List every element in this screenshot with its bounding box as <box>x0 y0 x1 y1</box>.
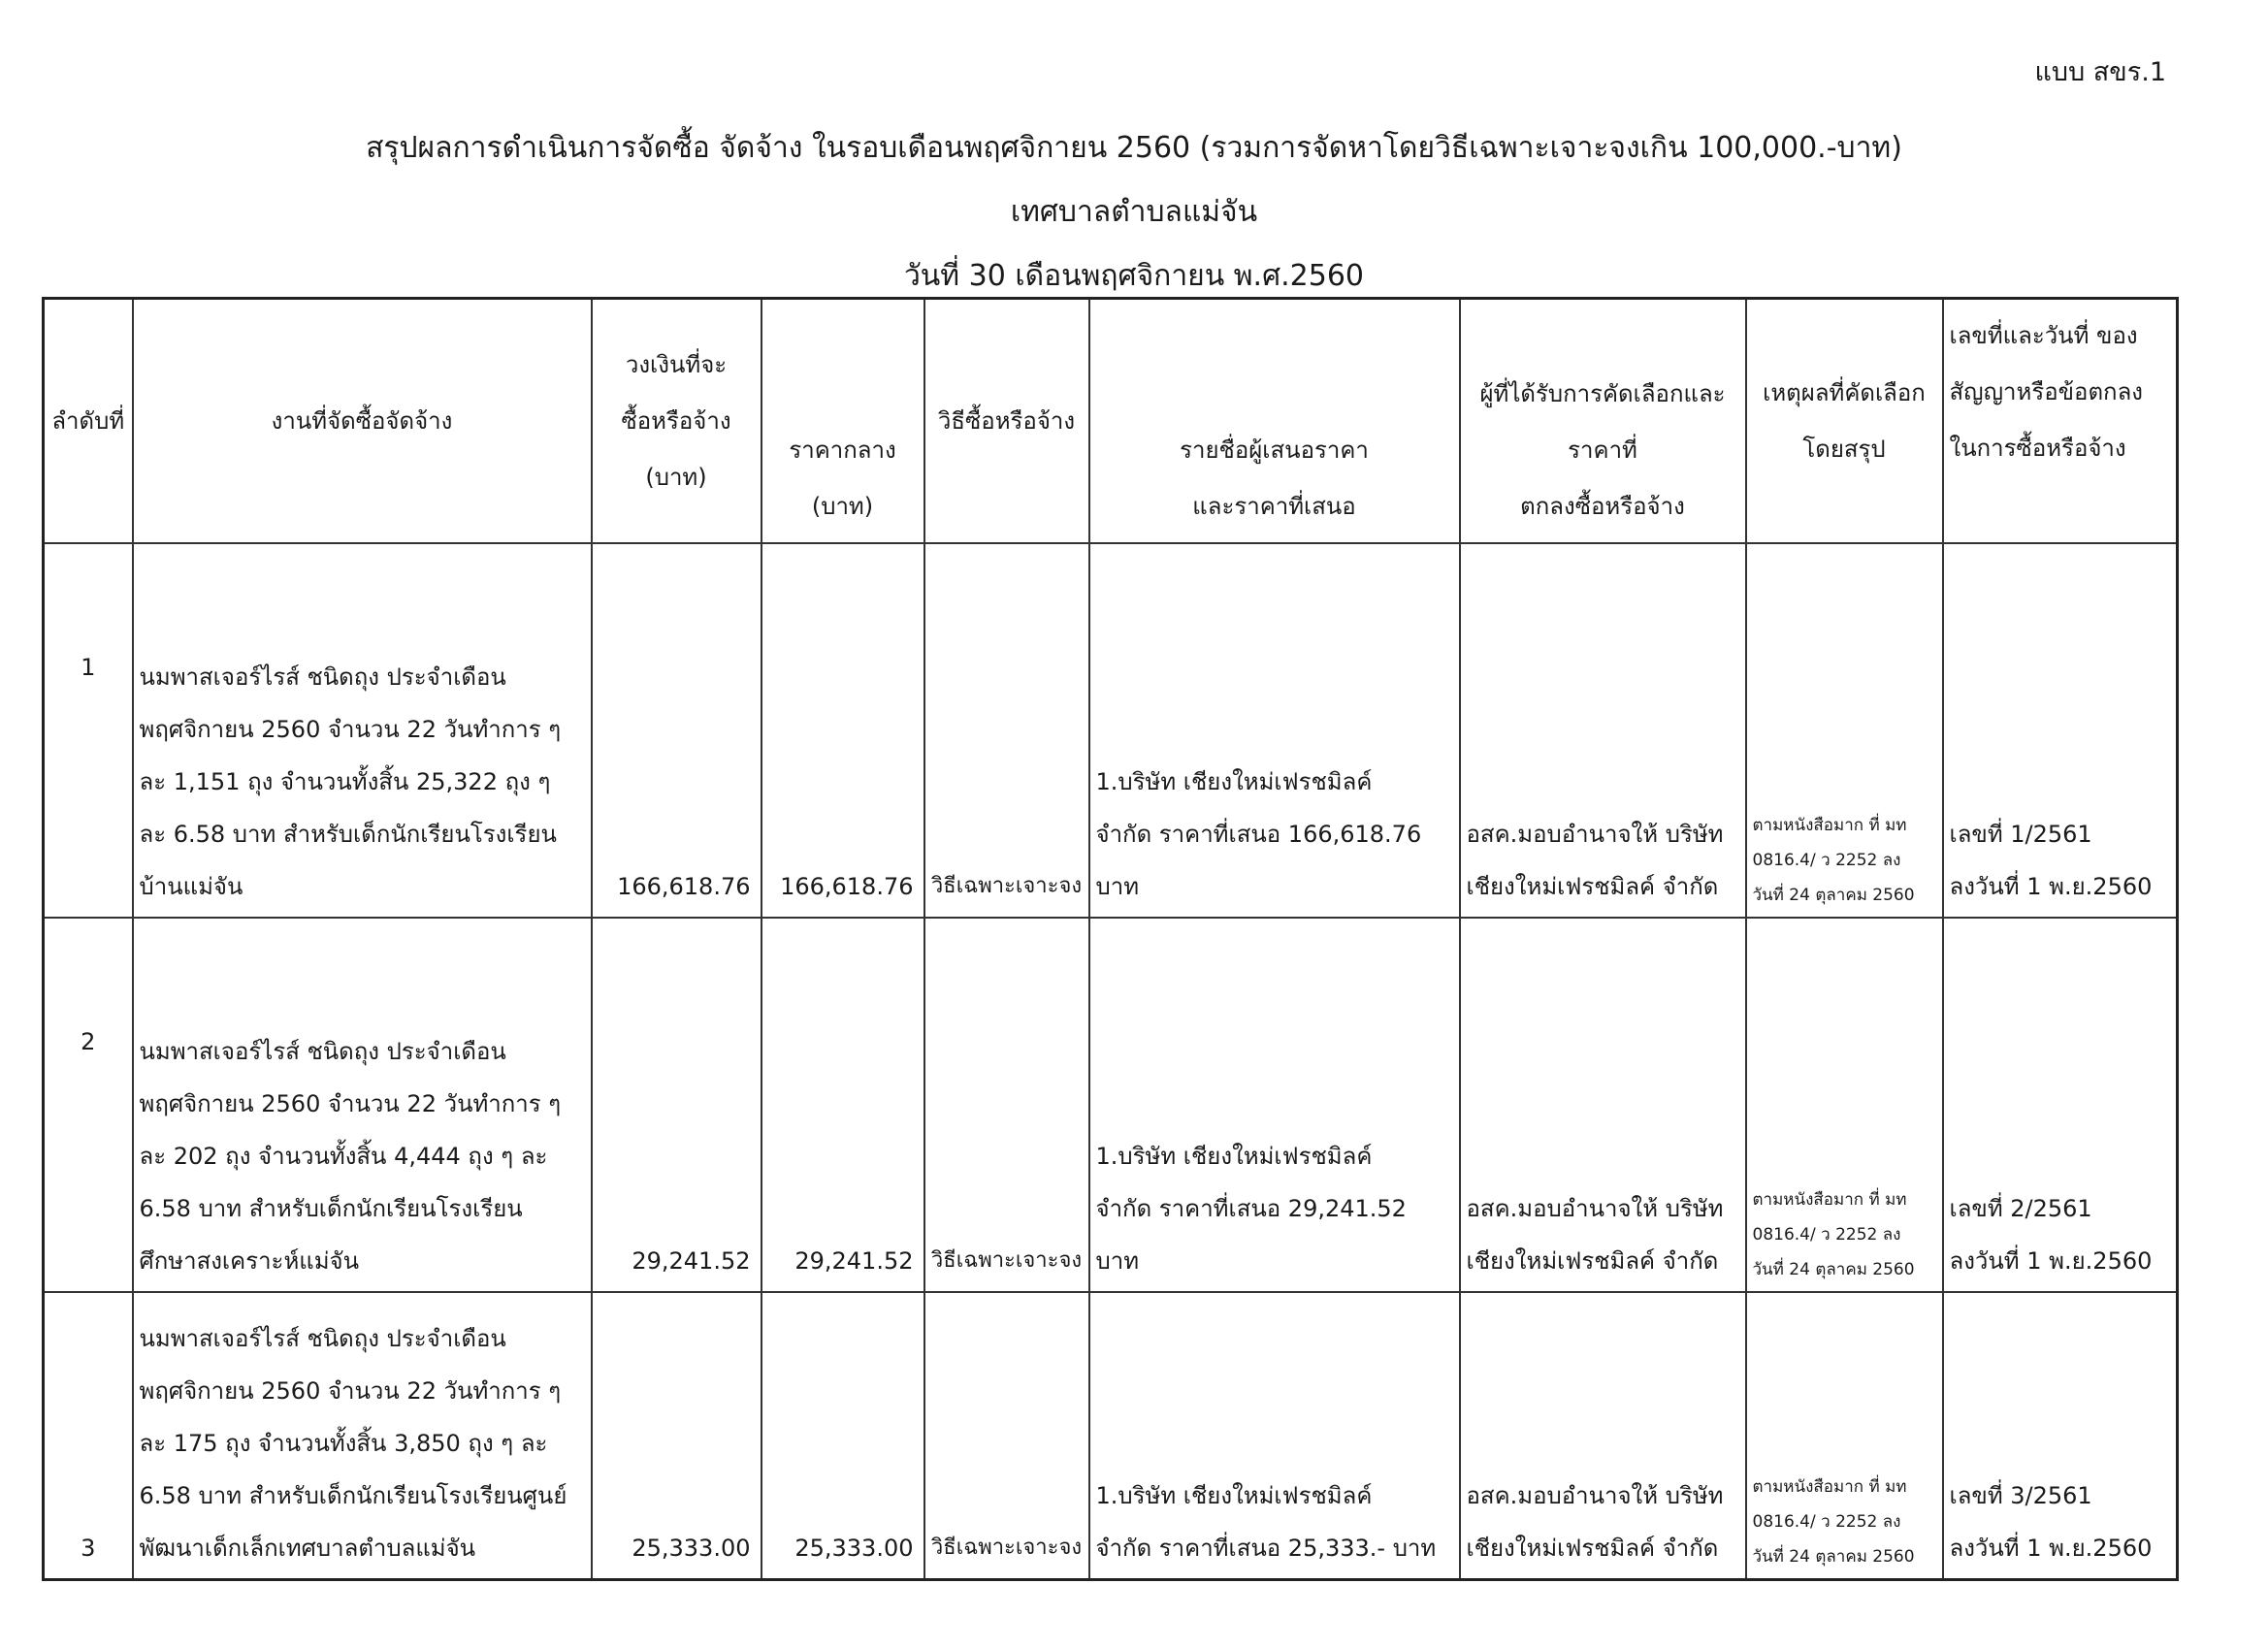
header-budget: วงเงินที่จะ ซื้อหรือจ้าง (บาท) <box>592 299 761 544</box>
row-median-price: 25,333.00 <box>761 1292 924 1580</box>
row-work: นมพาสเจอร์ไรส์ ชนิดถุง ประจำเดือน พฤศจิกายน 2560 จำนวน 22 วันทำการ ๆ ละ 175 ถุง จำนวนทั้งสิ้น 3,850 ถุง ๆ ละ 6.58 บาท สำหรับเด็กนักเรียนโรงเรียนศูนย์ พัฒนาเด็กเล็กเทศบาลตำบลแม่จัน <box>133 1292 592 1580</box>
date-title: วันที่ 30 เดือนพฤศจิกายน พ.ศ.2560 <box>903 259 1365 293</box>
row-winner: อสค.มอบอำนาจให้ บริษัท เชียงใหม่เฟรชมิลค์ จำกัด <box>1460 1292 1746 1580</box>
header-contract: เลขที่และวันที่ ของ สัญญาหรือข้อตกลง ในการซื้อหรือจ้าง <box>1943 299 2178 544</box>
row-reason: ตามหนังสือมาก ที่ มท 0816.4/ ว 2252 ลง วันที่ 24 ตุลาคม 2560 <box>1746 918 1943 1292</box>
organization-title: เทศบาลตำบลแม่จัน <box>1010 195 1258 229</box>
row-bidders: 1.บริษัท เชียงใหม่เฟรชมิลค์ จำกัด ราคาที่เสนอ 29,241.52 บาท <box>1089 918 1460 1292</box>
row-reason: ตามหนังสือมาก ที่ มท 0816.4/ ว 2252 ลง วันที่ 24 ตุลาคม 2560 <box>1746 543 1943 918</box>
row-bidders: 1.บริษัท เชียงใหม่เฟรชมิลค์ จำกัด ราคาที่เสนอ 166,618.76 บาท <box>1089 543 1460 918</box>
row-reason: ตามหนังสือมาก ที่ มท 0816.4/ ว 2252 ลง วันที่ 24 ตุลาคม 2560 <box>1746 1292 1943 1580</box>
table-row <box>44 918 2178 1292</box>
row-no: 1 <box>44 543 133 918</box>
header-winner: ผู้ที่ได้รับการคัดเลือกและ ราคาที่ ตกลงซื้อหรือจ้าง <box>1460 299 1746 544</box>
procurement-table <box>42 297 2179 1581</box>
row-contract: เลขที่ 1/2561 ลงวันที่ 1 พ.ย.2560 <box>1943 543 2178 918</box>
header-reason: เหตุผลที่คัดเลือก โดยสรุป <box>1746 299 1943 544</box>
header-row <box>44 299 2178 544</box>
row-bidders: 1.บริษัท เชียงใหม่เฟรชมิลค์ จำกัด ราคาที่เสนอ 25,333.- บาท <box>1089 1292 1460 1580</box>
row-method: วิธีเฉพาะเจาะจง <box>924 543 1089 918</box>
row-winner: อสค.มอบอำนาจให้ บริษัท เชียงใหม่เฟรชมิลค์ จำกัด <box>1460 543 1746 918</box>
row-no: 3 <box>44 1292 133 1580</box>
document-titles <box>0 116 2268 308</box>
main-title: สรุปผลการดำเนินการจัดซื้อ จัดจ้าง ในรอบเดือนพฤศจิกายน 2560 (รวมการจัดหาโดยวิธีเฉพาะเจาะจงเกิน 100,000.-บาท) <box>366 131 1902 165</box>
row-median-price: 29,241.52 <box>761 918 924 1292</box>
row-contract: เลขที่ 2/2561 ลงวันที่ 1 พ.ย.2560 <box>1943 918 2178 1292</box>
row-work: นมพาสเจอร์ไรส์ ชนิดถุง ประจำเดือน พฤศจิกายน 2560 จำนวน 22 วันทำการ ๆ ละ 202 ถุง จำนวนทั้งสิ้น 4,444 ถุง ๆ ละ 6.58 บาท สำหรับเด็กนักเรียนโรงเรียน ศึกษาสงเคราะห์แม่จัน <box>133 918 592 1292</box>
header-no: ลำดับที่ <box>44 299 133 544</box>
row-method: วิธีเฉพาะเจาะจง <box>924 918 1089 1292</box>
row-work: นมพาสเจอร์ไรส์ ชนิดถุง ประจำเดือน พฤศจิกายน 2560 จำนวน 22 วันทำการ ๆ ละ 1,151 ถุง จำนวนทั้งสิ้น 25,322 ถุง ๆ ละ 6.58 บาท สำหรับเด็กนักเรียนโรงเรียน บ้านแม่จัน <box>133 543 592 918</box>
header-method: วิธีซื้อหรือจ้าง <box>924 299 1089 544</box>
header-work: งานที่จัดซื้อจัดจ้าง <box>133 299 592 544</box>
row-budget: 25,333.00 <box>592 1292 761 1580</box>
row-no: 2 <box>44 918 133 1292</box>
header-bidders: รายชื่อผู้เสนอราคา และราคาที่เสนอ <box>1089 299 1460 544</box>
row-budget: 29,241.52 <box>592 918 761 1292</box>
row-method: วิธีเฉพาะเจาะจง <box>924 1292 1089 1580</box>
row-budget: 166,618.76 <box>592 543 761 918</box>
table-row <box>44 543 2178 918</box>
header-median-price: ราคากลาง (บาท) <box>761 299 924 544</box>
row-median-price: 166,618.76 <box>761 543 924 918</box>
table-row <box>44 1292 2178 1580</box>
form-code: แบบ สขร.1 <box>2034 57 2166 87</box>
row-contract: เลขที่ 3/2561 ลงวันที่ 1 พ.ย.2560 <box>1943 1292 2178 1580</box>
row-winner: อสค.มอบอำนาจให้ บริษัท เชียงใหม่เฟรชมิลค์ จำกัด <box>1460 918 1746 1292</box>
